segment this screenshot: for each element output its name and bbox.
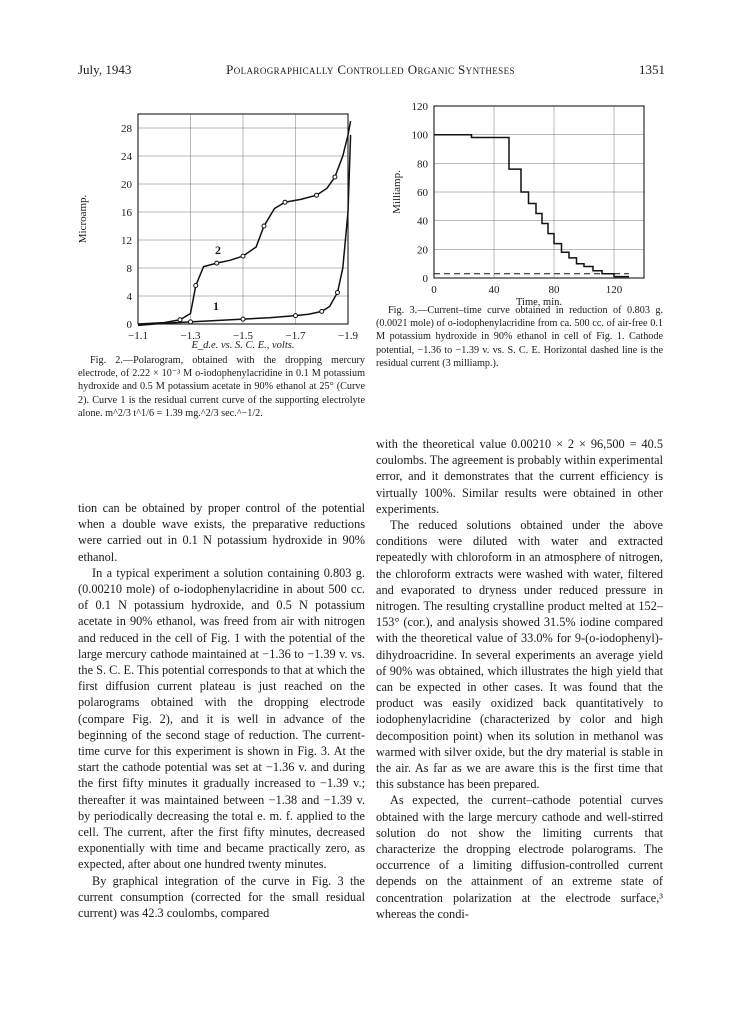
y-tick-label: 16 — [121, 207, 132, 219]
y-tick-label: 28 — [121, 123, 132, 135]
data-point — [194, 284, 198, 288]
x-tick-label: 80 — [548, 284, 560, 296]
y-tick-label: 40 — [417, 215, 428, 228]
x-tick-label: 40 — [488, 284, 500, 296]
data-point — [241, 317, 245, 321]
y-tick-label: 0 — [422, 273, 428, 285]
x-tick-label: −1.3 — [180, 330, 201, 342]
fig2-y-axis-label: Microamp. — [77, 194, 89, 244]
series-line-1 — [138, 135, 351, 325]
fig2-curve-2-label: 2 — [215, 243, 221, 257]
fig3-gridlines — [434, 106, 644, 278]
data-point — [315, 193, 319, 197]
x-tick-label: 120 — [605, 284, 623, 296]
fig2-gridlines — [138, 114, 348, 324]
y-tick-label: 24 — [121, 151, 132, 163]
data-point — [178, 318, 182, 322]
running-header-date: July, 1943 — [78, 62, 132, 77]
series-line-1 — [434, 135, 629, 277]
page-number: 1351 — [639, 62, 665, 77]
data-point — [241, 254, 245, 258]
data-point — [320, 309, 324, 313]
y-tick-label: 120 — [411, 101, 428, 113]
paragraph: tion can be obtained by proper control of the potential when a double wave exists, the preparative reductions were carried out in 0.1 N potassium hydroxide in 90% ethanol. — [78, 501, 365, 564]
y-tick-label: 8 — [126, 263, 132, 275]
y-tick-label: 20 — [121, 179, 132, 191]
figure-2-polarogram — [78, 100, 368, 352]
y-tick-label: 100 — [411, 129, 428, 142]
paragraph: By graphical integration of the curve in Fig. 3 the current consumption (corrected for the small residual current) was 42.3 coulombs, compared — [78, 873, 365, 921]
x-tick-label: −1.1 — [128, 330, 148, 342]
data-point — [189, 320, 193, 324]
x-tick-label: −1.7 — [285, 330, 306, 342]
y-tick-label: 12 — [121, 235, 132, 247]
data-point — [333, 175, 337, 179]
left-column-body — [78, 500, 365, 921]
figure-3-current-time-curve — [376, 96, 666, 308]
figure-3-caption: Fig. 3.—Current–time curve obtained in reduction of 0.803 g. (0.0021 mole) of o-iodophenylacridine from ca. 500 cc. of air-free 0.1 M potassium hydroxide in 90% ethanol in cell of Fig. 1. Cathode potential, −1.36 to −1.39 v. vs. S. C. E. Horizontal dashed line is the residual current (3 milliamp.). — [376, 305, 663, 369]
figure-2-caption: Fig. 2.—Polarogram, obtained with the dropping mercury electrode, of 2.22 × 10⁻³ M o-iodophenylacridine in 0.1 M potassium hydroxide and 0.5 M potassium acetate in 90% ethanol at 25° (Curve 2). Curve 1 is the residual current curve of the supporting electrolyte alone. m^2/3 t^1/6 = 1.39 mg.^2/3 sec.^−1/2. — [78, 355, 365, 419]
right-column-body — [376, 436, 663, 922]
x-tick-label: −1.5 — [233, 330, 253, 342]
fig2-x-axis-label: E_d.e. vs. S. C. E., volts. — [191, 340, 295, 351]
y-tick-label: 0 — [126, 319, 132, 331]
data-point — [262, 224, 266, 228]
paragraph: As expected, the current–cathode potential curves obtained with the large mercury cathode and well-stirred solution do not show the limiting currents that characterize the dropping electrode polarograms. The occurrence of a limiting diffusion-controlled current depends on the attainment of an extreme state of concentration polarization at the electrode surface,³ whereas the condi- — [376, 793, 663, 921]
data-point — [336, 291, 340, 295]
y-tick-label: 60 — [417, 187, 428, 199]
y-tick-label: 4 — [126, 291, 132, 303]
paragraph: In a typical experiment a solution containing 0.803 g. (0.00210 mole) of o-iodophenylacridine in about 500 cc. of 0.1 N potassium hydroxide, and 0.5 N potassium acetate in 90% ethanol, was freed from air with nitrogen and reduced in the cell of Fig. 1 with the potential of the large mercury cathode maintained at −1.36 to −1.39 v. vs. the S. C. E. This potential corresponds to that at which the first diffusion current plateau is just reached on the polarograms obtained with the dropping electrode (compare Fig. 2), and it is well in advance of the beginning of the second stage of reduction. The current-time curve for this experiment is shown in Fig. 3. At the start the cathode potential was set at −1.36 v. and during the first fifty minutes it gradually increased to −1.39 v.; thereafter it was maintained between −1.38 and −1.39 v. by periodically decreasing the total e. m. f. applied to the cell. The current, after the first fifty minutes, decreased exponentially with time and became practically zero, as expected, after about one hundred twenty minutes. — [78, 565, 365, 872]
running-header-title: Polarographically Controlled Organic Syntheses — [226, 62, 515, 77]
y-tick-label: 80 — [417, 158, 428, 171]
paragraph: The reduced solutions obtained under the above conditions were diluted with water and extracted repeatedly with chloroform in an atmosphere of nitrogen, the chloroform extracts were washed with water, filtered and evaporated to dryness under reduced pressure in nitrogen. The resulting crystalline product melted at 152–153° (cor.), and analysis showed 31.5% iodine compared with the theoretical value of 33.0% for 9-(o-iodophenyl)-dihydroacridine. In several experiments an average yield of 90% was obtained, which illustrates the high yield that can be expected in other cases. It was found that the product was easily oxidized back quantitatively to iodophenylacridine (characterized by color and high decomposition point) when its solution in methanol was warmed with silver oxide, but the dry material is stable in the air. As far as we are aware this is the first time that this substance has been prepared. — [376, 518, 663, 792]
y-tick-label: 20 — [417, 244, 428, 257]
data-point — [283, 200, 287, 204]
fig2-curve-1-label: 1 — [213, 299, 219, 313]
series-line-2 — [138, 121, 351, 324]
data-point — [294, 314, 298, 318]
x-tick-label: −1.9 — [338, 330, 358, 342]
x-tick-label: 0 — [431, 284, 437, 296]
fig3-y-axis-label: Milliamp. — [391, 170, 403, 214]
paragraph: with the theoretical value 0.00210 × 2 × 96,500 = 40.5 coulombs. The agreement is probably within experimental error, and it demonstrates that the current efficiency is virtually 100%. Similar results were obtained in other experiments. — [376, 437, 663, 516]
data-point — [215, 261, 219, 265]
fig3-x-axis-label: Time, min. — [516, 297, 562, 308]
